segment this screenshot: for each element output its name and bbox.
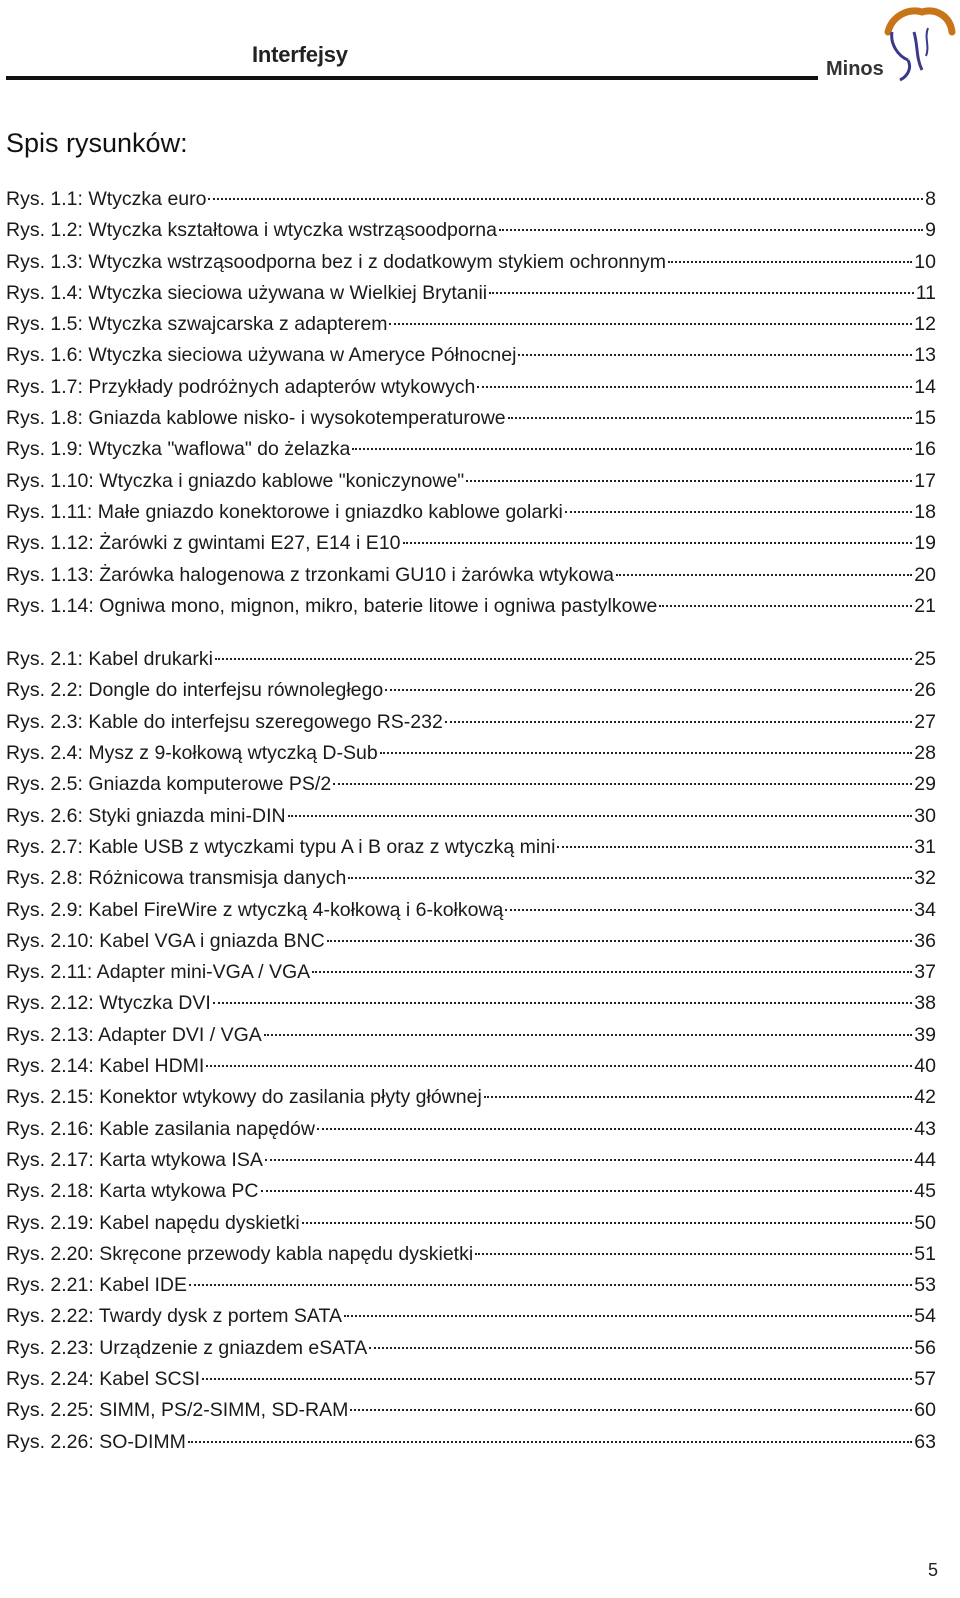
toc-entry-page: 13	[914, 344, 936, 367]
toc-dot-leader	[466, 479, 912, 482]
toc-entry[interactable]	[6, 215, 936, 246]
toc-entry[interactable]	[6, 1020, 936, 1051]
toc-entry-label: Rys. 2.18: Karta wtykowa PC	[6, 1180, 259, 1203]
bull-horns-logo-icon	[878, 2, 958, 84]
toc-entry-page: 9	[925, 219, 936, 242]
toc-entry[interactable]	[6, 926, 936, 957]
toc-entry-page: 12	[914, 313, 936, 336]
toc-entry-page: 36	[914, 929, 936, 952]
toc-entry-page: 34	[914, 898, 936, 921]
toc-entry-label: Rys. 2.11: Adapter mini-VGA / VGA	[6, 961, 311, 984]
toc-dot-leader	[288, 814, 913, 817]
toc-entry-page: 30	[914, 804, 936, 827]
toc-entry[interactable]	[6, 863, 936, 894]
toc-entry-page: 50	[914, 1211, 936, 1234]
toc-entry-label: Rys. 2.22: Twardy dysk z portem SATA	[6, 1305, 342, 1328]
page-number: 5	[927, 1560, 938, 1580]
toc-entry[interactable]	[6, 372, 936, 403]
toc-dot-leader	[557, 845, 912, 848]
toc-dot-leader	[265, 1158, 912, 1161]
toc-entry[interactable]	[6, 340, 936, 371]
toc-entry-page: 32	[914, 867, 936, 890]
toc-dot-leader	[202, 1377, 912, 1380]
toc-entry-page: 27	[914, 710, 936, 733]
toc-dot-leader	[213, 1001, 912, 1004]
toc-dot-leader	[261, 1189, 913, 1192]
toc-dot-leader	[389, 322, 912, 325]
toc-entry-page: 17	[914, 469, 936, 492]
toc-entry[interactable]	[6, 1239, 936, 1270]
toc-entry-label: Rys. 1.7: Przykłady podróżnych adapterów wtykowych	[6, 375, 476, 398]
toc-dot-leader	[484, 1095, 912, 1098]
toc-entry-label: Rys. 1.3: Wtyczka wstrząsoodporna bez i z dodatkowym stykiem ochronnym	[6, 250, 666, 273]
toc-entry-page: 44	[914, 1148, 936, 1171]
toc-entry-page: 28	[914, 742, 936, 765]
toc-dot-leader	[499, 228, 923, 231]
toc-entry-label: Rys. 1.9: Wtyczka "waflowa" do żelazka	[6, 438, 351, 461]
toc-entry-label: Rys. 2.24: Kabel SCSI	[6, 1367, 201, 1390]
toc-dot-leader	[445, 720, 912, 723]
toc-entry-page: 54	[914, 1305, 936, 1328]
toc-entry-label: Rys. 1.11: Małe gniazdo konektorowe i gniazdko kablowe golarki	[6, 500, 563, 523]
toc-entry[interactable]	[6, 832, 936, 863]
toc-dot-leader	[668, 260, 912, 263]
toc-entry-page: 63	[914, 1430, 936, 1453]
toc-entry-page: 43	[914, 1117, 936, 1140]
toc-entry[interactable]	[6, 988, 936, 1019]
toc-entry-label: Rys. 2.1: Kabel drukarki	[6, 648, 214, 671]
toc-entry[interactable]	[6, 278, 936, 309]
toc-entry-label: Rys. 2.3: Kable do interfejsu szeregowego RS-232	[6, 710, 443, 733]
toc-entry-page: 25	[914, 648, 936, 671]
toc-entry[interactable]	[6, 184, 936, 215]
toc-group	[6, 184, 936, 622]
toc-dot-leader	[327, 939, 913, 942]
toc-entry-page: 31	[914, 835, 936, 858]
toc-entry-label: Rys. 2.9: Kabel FireWire z wtyczką 4-kołkową i 6-kołkową	[6, 898, 504, 921]
toc-dot-leader	[616, 573, 912, 576]
toc-entry-label: Rys. 1.5: Wtyczka szwajcarska z adapterem	[6, 313, 388, 336]
toc-entry-label: Rys. 2.2: Dongle do interfejsu równoległego	[6, 679, 384, 702]
toc-dot-leader	[505, 908, 912, 911]
header-title: Interfejsy	[252, 42, 348, 67]
toc-dot-leader	[352, 447, 912, 450]
toc-entry[interactable]	[6, 1301, 936, 1332]
toc-entry[interactable]	[6, 403, 936, 434]
toc-dot-leader	[348, 876, 912, 879]
toc-entry[interactable]	[6, 247, 936, 278]
toc-entry-label: Rys. 1.8: Gniazda kablowe nisko- i wysokotemperaturowe	[6, 407, 506, 430]
toc-dot-leader	[188, 1440, 912, 1443]
toc-dot-leader	[206, 1064, 912, 1067]
toc-entry-label: Rys. 2.7: Kable USB z wtyczkami typu A i B oraz z wtyczką mini	[6, 835, 556, 858]
toc-entry[interactable]	[6, 1395, 936, 1426]
toc-entry[interactable]	[6, 1270, 936, 1301]
toc-entry-page: 29	[914, 773, 936, 796]
toc-entry[interactable]	[6, 434, 936, 465]
toc-entry[interactable]	[6, 560, 936, 591]
toc-entry-page: 38	[914, 992, 936, 1015]
toc-entry[interactable]	[6, 1364, 936, 1395]
toc-entry-page: 39	[914, 1023, 936, 1046]
toc-dot-leader	[475, 1252, 912, 1255]
toc-entry-page: 42	[914, 1086, 936, 1109]
toc-dot-leader	[477, 385, 912, 388]
toc-entry-label: Rys. 1.13: Żarówka halogenowa z trzonkami GU10 i żarówka wtykowa	[6, 563, 615, 586]
toc-entry-page: 26	[914, 679, 936, 702]
toc-entry[interactable]	[6, 1114, 936, 1145]
toc-entry-label: Rys. 1.14: Ogniwa mono, mignon, mikro, baterie litowe i ogniwa pastylkowe	[6, 594, 658, 617]
toc-entry-label: Rys. 2.15: Konektor wtykowy do zasilania płyty głównej	[6, 1086, 482, 1109]
toc-dot-leader	[312, 970, 912, 973]
toc-dot-leader	[565, 510, 913, 513]
toc-group	[6, 644, 936, 1458]
toc-entry-label: Rys. 2.16: Kable zasilania napędów	[6, 1117, 315, 1140]
toc-dot-leader	[302, 1221, 913, 1224]
toc-entry-label: Rys. 2.21: Kabel IDE	[6, 1274, 188, 1297]
toc-entry-page: 19	[914, 532, 936, 555]
toc-entry-page: 37	[914, 961, 936, 984]
toc-entry-page: 45	[914, 1180, 936, 1203]
toc-dot-leader	[385, 688, 912, 691]
toc-entry[interactable]	[6, 528, 936, 559]
toc-entry[interactable]	[6, 769, 936, 800]
toc-entry[interactable]	[6, 1333, 936, 1364]
toc-entry[interactable]	[6, 1082, 936, 1113]
toc-entry-label: Rys. 1.12: Żarówki z gwintami E27, E14 i E10	[6, 532, 401, 555]
toc-entry-label: Rys. 2.25: SIMM, PS/2-SIMM, SD-RAM	[6, 1399, 349, 1422]
toc-entry-page: 11	[915, 281, 936, 304]
toc-dot-leader	[317, 1127, 912, 1130]
toc-entry-page: 14	[914, 375, 936, 398]
toc-entry-label: Rys. 2.12: Wtyczka DVI	[6, 992, 211, 1015]
toc-entry-label: Rys. 1.6: Wtyczka sieciowa używana w Ameryce Północnej	[6, 344, 517, 367]
toc-entry[interactable]	[6, 644, 936, 675]
toc-entry-page: 60	[914, 1399, 936, 1422]
toc-entry-label: Rys. 1.1: Wtyczka euro	[6, 188, 207, 210]
toc-entry[interactable]	[6, 707, 936, 738]
toc-entry[interactable]	[6, 675, 936, 706]
toc-dot-leader	[215, 657, 912, 660]
toc-entry-page: 21	[914, 594, 936, 617]
toc-dot-leader	[344, 1314, 912, 1317]
toc-entry-label: Rys. 2.5: Gniazda komputerowe PS/2	[6, 773, 332, 796]
toc-dot-leader	[489, 291, 914, 294]
toc-dot-leader	[369, 1346, 912, 1349]
toc-dot-leader	[208, 197, 923, 200]
header-rule	[6, 76, 818, 80]
toc-entry-label: Rys. 2.10: Kabel VGA i gniazda BNC	[6, 929, 325, 952]
toc-dot-leader	[350, 1408, 912, 1411]
toc-entry[interactable]	[6, 957, 936, 988]
toc-entry-label: Rys. 2.4: Mysz z 9-kołkową wtyczką D-Sub	[6, 742, 378, 765]
toc-entry-page: 18	[914, 500, 936, 523]
toc-entry-page: 10	[914, 250, 936, 273]
toc-entry-label: Rys. 1.2: Wtyczka kształtowa i wtyczka wstrząsoodporna	[6, 219, 497, 242]
toc-dot-leader	[189, 1283, 912, 1286]
toc-entry[interactable]	[6, 497, 936, 528]
toc-entry-label: Rys. 2.14: Kabel HDMI	[6, 1055, 205, 1078]
toc-dot-leader	[518, 353, 912, 356]
toc-entry-label: Rys. 2.13: Adapter DVI / VGA	[6, 1023, 262, 1046]
toc-entry-page: 56	[914, 1336, 936, 1359]
table-of-figures	[6, 184, 936, 1458]
toc-dot-leader	[333, 782, 912, 785]
toc-dot-leader	[403, 541, 913, 544]
toc-entry[interactable]	[6, 738, 936, 769]
toc-entry-page: 16	[914, 438, 936, 461]
toc-entry-page: 51	[914, 1242, 936, 1265]
toc-entry-label: Rys. 2.20: Skręcone przewody kabla napędu dyskietki	[6, 1242, 474, 1265]
toc-entry[interactable]	[6, 1176, 936, 1207]
toc-entry[interactable]	[6, 591, 936, 622]
toc-entry[interactable]	[6, 1427, 936, 1458]
toc-dot-leader	[659, 604, 912, 607]
toc-entry[interactable]	[6, 309, 936, 340]
toc-entry-label: Rys. 1.4: Wtyczka sieciowa używana w Wielkiej Brytanii	[6, 281, 488, 304]
toc-entry[interactable]	[6, 1051, 936, 1082]
toc-entry-label: Rys. 2.19: Kabel napędu dyskietki	[6, 1211, 300, 1234]
toc-entry[interactable]	[6, 801, 936, 832]
toc-entry-label: Rys. 2.17: Karta wtykowa ISA	[6, 1148, 263, 1171]
toc-dot-leader	[508, 416, 913, 419]
toc-entry-label: Rys. 2.26: SO-DIMM	[6, 1430, 186, 1453]
toc-entry-page: 20	[914, 563, 936, 586]
toc-entry[interactable]	[6, 1208, 936, 1239]
toc-entry-label: Rys. 1.10: Wtyczka i gniazdo kablowe "koniczynowe"	[6, 469, 465, 492]
toc-entry-page: 57	[914, 1367, 936, 1390]
toc-entry-page: 8	[925, 188, 936, 210]
logo-text: Minos	[826, 58, 884, 80]
toc-entry-page: 40	[914, 1055, 936, 1078]
toc-entry[interactable]	[6, 1145, 936, 1176]
toc-entry-label: Rys. 2.23: Urządzenie z gniazdem eSATA	[6, 1336, 368, 1359]
page-header	[0, 0, 960, 90]
toc-entry-label: Rys. 2.6: Styki gniazda mini-DIN	[6, 804, 286, 827]
toc-entry[interactable]	[6, 466, 936, 497]
toc-entry-page: 53	[914, 1274, 936, 1297]
page-heading: Spis rysunków:	[6, 128, 188, 158]
toc-entry-page: 15	[914, 407, 936, 430]
toc-entry[interactable]	[6, 895, 936, 926]
toc-dot-leader	[380, 751, 913, 754]
toc-entry-label: Rys. 2.8: Różnicowa transmisja danych	[6, 867, 347, 890]
toc-dot-leader	[264, 1033, 913, 1036]
